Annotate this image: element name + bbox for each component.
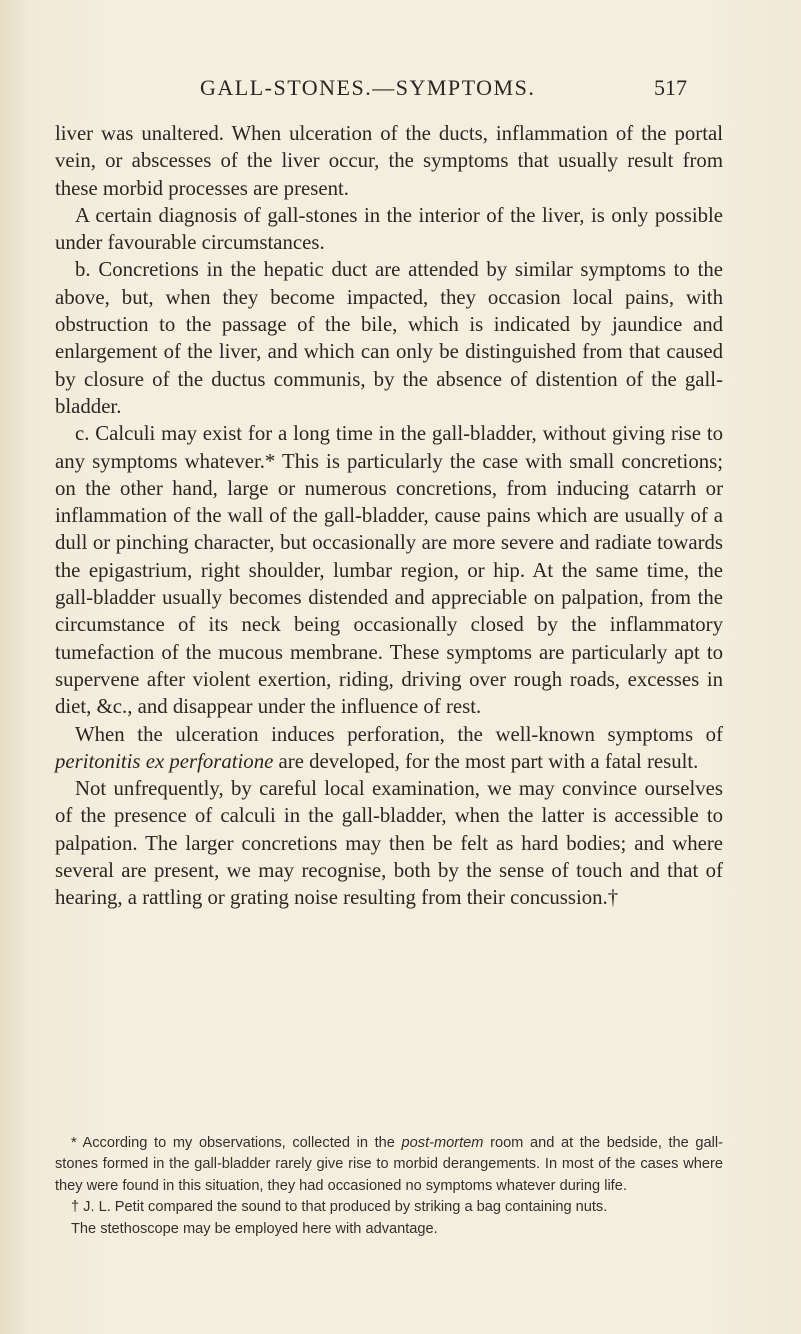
footnote-stethoscope: The stethoscope may be employed here with advantage.	[71, 1220, 438, 1237]
perforation-text-end: are developed, for the most part with a fatal result.	[273, 749, 699, 773]
footnote-asterisk-italic: post-mortem	[401, 1135, 484, 1151]
footnote-asterisk-end: room and at the bedside, the gall-stones formed in the gall-bladder rarely give rise to morbid derangements. In most of the cases where they were found in this situation, they had occasioned no symptoms whatever during life.	[55, 1135, 724, 1194]
running-title: GALL-STONES.—SYMPTOMS.	[200, 75, 536, 100]
perforation-text-start: When the ulceration induces perforation, the well-known symptoms of	[75, 722, 723, 746]
paragraph-palpation: Not unfrequently, by careful local examination, we may convince ourselves of the presence of calculi in the gall-bladder, when the latter is accessible to palpation. The larger concretions may then be felt as hard bodies; and where several are present, we may recognise, both by the sense of touch and that of hearing, a rattling or grating noise resulting from their concussion.†	[55, 777, 723, 910]
body-text	[55, 120, 723, 912]
paragraph-gall-bladder-calculi: c. Calculi may exist for a long time in the gall-bladder, without giving rise to any symptoms whatever.* This is particularly the case with small concretions; on the other hand, large or numerous concretions, from inducing catarrh or inflammation of the wall of the gall-bladder, cause pains which are usually of a dull or pinching character, but occasionally are more severe and radiate towards the epigastrium, right shoulder, lumbar region, or hip. At the same time, the gall-bladder usually becomes distended and appreciable on palpation, from the circumstance of its neck being occasionally closed by the inflammatory tumefaction of the mucous membrane. These symptoms are particularly apt to supervene after violent exertion, riding, driving over rough roads, excesses in diet, &c., and disappear under the influence of rest.	[55, 422, 723, 719]
perforation-italic-term: peritonitis ex perforatione	[55, 749, 274, 773]
footnote-dagger: † J. L. Petit compared the sound to that produced by striking a bag containing nuts.	[71, 1199, 608, 1216]
paragraph-diagnosis: A certain diagnosis of gall-stones in the interior of the liver, is only possible under favourable circumstances.	[55, 203, 723, 255]
paragraph-continuation: liver was unaltered. When ulceration of the ducts, inflammation of the portal vein, or abscesses of the liver occur, the symptoms that usually result from these morbid processes are present.	[55, 122, 723, 200]
footnotes	[55, 1133, 723, 1240]
running-head	[0, 75, 801, 105]
page-number: 517	[654, 75, 687, 100]
paragraph-perforation	[55, 721, 723, 776]
paragraph-hepatic-duct: b. Concretions in the hepatic duct are attended by similar symptoms to the above, but, when they become impacted, they occasion local pains, with obstruction to the passage of the bile, which is indicated by jaundice and enlargement of the liver, and which can only be distinguished from that caused by closure of the ductus communis, by the absence of distention of the gall-bladder.	[55, 258, 723, 418]
footnote-asterisk	[55, 1133, 723, 1197]
footnote-asterisk-start: * According to my observations, collected in the	[71, 1135, 402, 1151]
